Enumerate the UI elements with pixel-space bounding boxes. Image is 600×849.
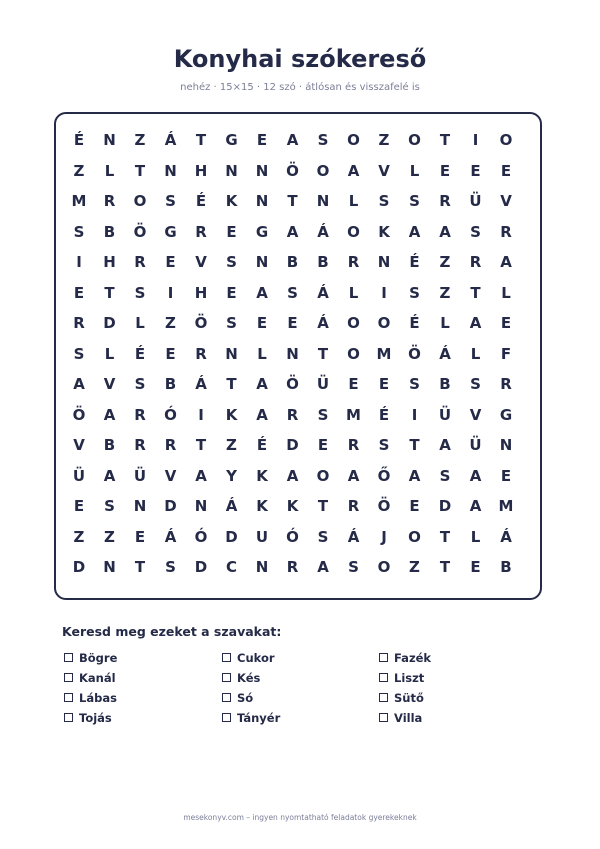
grid-letter[interactable]: V	[195, 253, 207, 271]
word-checkbox[interactable]	[64, 673, 73, 682]
grid-letter[interactable]: S	[409, 283, 420, 302]
grid-letter[interactable]: M	[376, 344, 392, 363]
grid-letter[interactable]: I	[198, 405, 204, 424]
grid-letter[interactable]: S	[317, 527, 329, 546]
grid-letter[interactable]: S	[226, 314, 237, 332]
grid-row	[56, 125, 540, 155]
grid-row	[56, 278, 540, 308]
grid-letter[interactable]: O	[408, 131, 421, 149]
grid-letter[interactable]: Ó	[164, 405, 177, 424]
grid-letter[interactable]: A	[103, 466, 116, 485]
grid-letter[interactable]: E	[409, 497, 420, 515]
grid-row	[56, 400, 540, 430]
grid-letter[interactable]: E	[256, 131, 268, 149]
grid-letter[interactable]: V	[469, 405, 482, 424]
grid-letter[interactable]: S	[378, 192, 390, 210]
grid-letter[interactable]: A	[195, 466, 207, 485]
grid-letter[interactable]: É	[409, 314, 420, 332]
grid-row	[56, 308, 540, 338]
grid-letter[interactable]: T	[104, 283, 115, 302]
grid-letter[interactable]: T	[439, 558, 451, 576]
grid-letter[interactable]: O	[347, 131, 360, 149]
grid-letter[interactable]: B	[317, 253, 329, 271]
footer-text: mesekonyv.com – ingyen nyomtatható feladatok gyerekeknek	[183, 813, 417, 822]
grid-letter[interactable]: I	[472, 131, 479, 149]
grid-letter[interactable]: Ö	[286, 375, 299, 393]
grid-letter[interactable]: Á	[439, 344, 451, 363]
grid-letter[interactable]: E	[73, 283, 85, 302]
grid-letter[interactable]: O	[347, 344, 360, 363]
word-label: Só	[237, 691, 254, 705]
grid-letter[interactable]: A	[286, 222, 299, 241]
grid-letter[interactable]: G	[255, 222, 269, 241]
grid-row	[56, 247, 540, 277]
grid-letter[interactable]: L	[348, 192, 359, 210]
grid-letter[interactable]: Ö	[377, 497, 391, 515]
word-checkbox[interactable]	[222, 693, 231, 702]
grid-letter[interactable]: Ö	[194, 314, 208, 332]
grid-letter[interactable]: E	[378, 375, 390, 393]
grid-letter[interactable]: Z	[409, 558, 420, 576]
grid-letter[interactable]: N	[255, 558, 269, 576]
grid-letter[interactable]: T	[195, 131, 207, 149]
grid-letter[interactable]: É	[195, 192, 207, 210]
grid-letter[interactable]: G	[225, 131, 238, 149]
grid-row	[56, 156, 540, 186]
grid-letter[interactable]: Y	[226, 466, 237, 485]
grid-letter[interactable]: B	[500, 558, 512, 576]
word-label: Tányér	[237, 711, 281, 725]
grid-letter[interactable]: Á	[317, 283, 329, 302]
grid-letter[interactable]: S	[134, 283, 146, 302]
word-checkbox[interactable]	[379, 673, 388, 682]
grid-letter[interactable]: S	[317, 405, 329, 424]
grid-letter[interactable]: C	[225, 558, 237, 576]
word-label: Villa	[394, 711, 423, 725]
grid-row	[56, 552, 540, 582]
grid-letter[interactable]: L	[470, 527, 481, 546]
grid-letter[interactable]: B	[103, 436, 116, 454]
grid-letter[interactable]: V	[73, 436, 85, 454]
grid-letter[interactable]: L	[135, 314, 145, 332]
grid-letter[interactable]: B	[164, 375, 177, 393]
word-checkbox[interactable]	[379, 713, 388, 722]
grid-letter[interactable]: E	[73, 497, 85, 515]
grid-letter[interactable]: Á	[317, 222, 329, 241]
grid-letter[interactable]: V	[378, 161, 390, 180]
page-title: Konyhai szókereső	[173, 45, 427, 73]
grid-letter[interactable]: D	[164, 497, 177, 515]
word-label: Bögre	[79, 651, 118, 665]
grid-letter[interactable]: A	[408, 222, 421, 241]
grid-letter[interactable]: É	[378, 405, 390, 424]
grid-letter[interactable]: H	[194, 283, 208, 302]
grid-letter[interactable]: Ü	[469, 436, 482, 454]
grid-letter[interactable]: Ö	[133, 222, 147, 241]
grid-letter[interactable]: É	[256, 436, 268, 454]
grid-letter[interactable]: Z	[104, 527, 115, 546]
grid-letter[interactable]: S	[378, 436, 390, 454]
grid-letter[interactable]: R	[286, 405, 299, 424]
grid-letter[interactable]: M	[346, 405, 361, 424]
grid-letter[interactable]: D	[194, 558, 208, 576]
grid-letter[interactable]: E	[256, 314, 268, 332]
grid-letter[interactable]: Á	[195, 375, 207, 393]
grid-letter[interactable]: R	[134, 405, 146, 424]
grid-letter[interactable]: Z	[439, 283, 451, 302]
grid-letter[interactable]: T	[134, 558, 146, 576]
grid-letter[interactable]: Z	[134, 131, 146, 149]
grid-letter[interactable]: S	[104, 497, 115, 515]
grid-letter[interactable]: Á	[317, 314, 329, 332]
word-checkbox[interactable]	[64, 693, 73, 702]
grid-letter[interactable]: T	[195, 436, 207, 454]
grid-letter[interactable]: N	[103, 558, 116, 576]
grid-letter[interactable]: I	[167, 283, 174, 302]
word-list-heading: Keresd meg ezeket a szavakat:	[62, 624, 282, 639]
word-label: Kanál	[79, 671, 116, 685]
word-checkbox[interactable]	[222, 673, 231, 682]
grid-letter[interactable]: S	[409, 375, 420, 393]
grid-letter[interactable]: N	[286, 344, 299, 363]
grid-letter[interactable]: S	[409, 192, 420, 210]
grid-letter[interactable]: Z	[378, 131, 390, 149]
grid-letter[interactable]: L	[257, 344, 267, 363]
grid-letter[interactable]: D	[225, 527, 238, 546]
grid-letter[interactable]: E	[226, 283, 237, 302]
grid-letter[interactable]: N	[133, 497, 147, 515]
grid-letter[interactable]: T	[317, 344, 329, 363]
grid-letter[interactable]: K	[286, 497, 299, 515]
grid-letter[interactable]: A	[256, 405, 268, 424]
grid-letter[interactable]: K	[378, 222, 390, 241]
grid-letter[interactable]: G	[164, 222, 177, 241]
grid-letter[interactable]: Ü	[133, 466, 147, 485]
grid-letter[interactable]: Á	[164, 131, 177, 149]
grid-letter[interactable]: T	[439, 131, 451, 149]
grid-letter[interactable]: É	[134, 344, 146, 363]
grid-letter[interactable]: E	[165, 344, 176, 363]
word-label: Liszt	[394, 671, 425, 685]
word-label: Cukor	[237, 651, 275, 665]
grid-letter[interactable]: Ö	[72, 405, 86, 424]
grid-letter[interactable]: L	[104, 344, 115, 363]
grid-letter[interactable]: I	[411, 405, 418, 424]
grid-letter[interactable]: S	[73, 344, 85, 363]
grid-letter[interactable]: A	[408, 466, 421, 485]
word-label: Kés	[237, 671, 261, 685]
grid-letter[interactable]: O	[499, 131, 513, 149]
grid-letter[interactable]: L	[409, 161, 420, 180]
grid-letter[interactable]: R	[164, 436, 177, 454]
grid-letter[interactable]: R	[347, 436, 360, 454]
grid-row	[56, 217, 540, 247]
grid-letter[interactable]: N	[194, 497, 208, 515]
grid-letter[interactable]: J	[381, 527, 387, 546]
grid-letter[interactable]: R	[500, 375, 512, 393]
grid-letter[interactable]: Á	[500, 527, 512, 546]
grid-letter[interactable]: Á	[347, 527, 360, 546]
word-checkbox[interactable]	[379, 693, 388, 702]
grid-letter[interactable]: A	[500, 253, 512, 271]
page-subtitle: nehéz · 15×15 · 12 szó · átlósan és visszafelé is	[180, 82, 420, 93]
grid-letter[interactable]: T	[287, 192, 298, 210]
grid-letter[interactable]: I	[381, 283, 387, 302]
grid-letter[interactable]: A	[256, 375, 268, 393]
grid-letter[interactable]: E	[134, 527, 146, 546]
grid-letter[interactable]: S	[287, 283, 298, 302]
letter-grid	[54, 112, 542, 600]
word-checkbox[interactable]	[222, 713, 231, 722]
grid-letter[interactable]: V	[164, 466, 177, 485]
grid-letter[interactable]: Ö	[286, 161, 299, 180]
grid-letter[interactable]: N	[225, 161, 238, 180]
grid-letter[interactable]: H	[194, 161, 208, 180]
grid-letter[interactable]: R	[500, 222, 512, 241]
grid-letter[interactable]: E	[470, 161, 481, 180]
grid-letter[interactable]: E	[500, 466, 512, 485]
grid-letter[interactable]: I	[76, 253, 82, 271]
grid-letter[interactable]: B	[286, 253, 299, 271]
grid-letter[interactable]: N	[225, 344, 238, 363]
grid-letter[interactable]: A	[439, 436, 451, 454]
grid-letter[interactable]: É	[73, 131, 85, 149]
grid-letter[interactable]: T	[134, 161, 146, 180]
grid-letter[interactable]: Ü	[438, 405, 452, 424]
grid-row	[56, 430, 540, 460]
grid-letter[interactable]: Z	[165, 314, 176, 332]
grid-letter[interactable]: E	[500, 161, 512, 180]
grid-letter[interactable]: Z	[226, 436, 237, 454]
grid-letter[interactable]: D	[72, 558, 86, 576]
grid-letter[interactable]: O	[316, 161, 330, 180]
grid-letter[interactable]: E	[439, 161, 451, 180]
grid-letter[interactable]: V	[103, 375, 116, 393]
grid-letter[interactable]: D	[103, 314, 116, 332]
grid-row	[56, 339, 540, 369]
grid-letter[interactable]: R	[134, 253, 146, 271]
word-checkbox[interactable]	[64, 653, 73, 662]
grid-letter[interactable]: G	[499, 405, 513, 424]
grid-letter[interactable]: S	[439, 466, 451, 485]
word-checkbox[interactable]	[64, 713, 73, 722]
grid-letter[interactable]: N	[164, 161, 177, 180]
grid-letter[interactable]: E	[317, 436, 329, 454]
grid-letter[interactable]: S	[348, 558, 359, 576]
grid-letter[interactable]: O	[347, 314, 360, 332]
grid-letter[interactable]: O	[377, 558, 391, 576]
grid-letter[interactable]: Ü	[316, 375, 330, 393]
word-label: Lábas	[79, 691, 117, 705]
grid-letter[interactable]: E	[226, 222, 237, 241]
grid-letter[interactable]: N	[255, 161, 269, 180]
grid-letter[interactable]: T	[317, 497, 329, 515]
grid-letter[interactable]: N	[103, 131, 116, 149]
grid-letter[interactable]: K	[256, 497, 268, 515]
grid-letter[interactable]: A	[469, 314, 482, 332]
grid-letter[interactable]: A	[439, 222, 451, 241]
grid-letter[interactable]: H	[103, 253, 116, 271]
grid-letter[interactable]: N	[377, 253, 391, 271]
grid-letter[interactable]: B	[103, 222, 116, 241]
grid-letter[interactable]: L	[348, 283, 359, 302]
grid-letter[interactable]: Ü	[469, 192, 482, 210]
grid-letter[interactable]: S	[165, 192, 176, 210]
grid-letter[interactable]: O	[408, 527, 421, 546]
grid-letter[interactable]: L	[501, 283, 511, 302]
grid-letter[interactable]: N	[316, 192, 330, 210]
grid-letter[interactable]: T	[470, 283, 481, 302]
grid-letter[interactable]: A	[469, 466, 482, 485]
grid-letter[interactable]: Ó	[194, 527, 208, 546]
grid-row	[56, 369, 540, 399]
grid-letter[interactable]: R	[73, 314, 85, 332]
grid-letter[interactable]: S	[470, 222, 481, 241]
grid-letter[interactable]: Ü	[72, 466, 86, 485]
grid-letter[interactable]: S	[470, 375, 481, 393]
grid-letter[interactable]: Z	[439, 253, 451, 271]
grid-letter[interactable]: N	[255, 253, 269, 271]
grid-letter[interactable]: Z	[73, 161, 85, 180]
grid-letter[interactable]: V	[500, 192, 512, 210]
grid-letter[interactable]: R	[195, 222, 207, 241]
grid-letter[interactable]: E	[287, 314, 298, 332]
word-label: Tojás	[79, 711, 112, 725]
grid-letter[interactable]: É	[409, 253, 420, 271]
grid-letter[interactable]: S	[134, 375, 146, 393]
grid-letter[interactable]: T	[409, 436, 420, 454]
grid-letter[interactable]: M	[498, 497, 514, 515]
grid-letter[interactable]: A	[347, 466, 360, 485]
grid-letter[interactable]: R	[103, 192, 116, 210]
grid-letter[interactable]: S	[317, 131, 329, 149]
grid-letter[interactable]: S	[73, 222, 85, 241]
grid-letter[interactable]: Ö	[408, 344, 421, 363]
grid-letter[interactable]: T	[226, 375, 237, 393]
grid-letter[interactable]: E	[348, 375, 359, 393]
grid-letter[interactable]: E	[500, 314, 512, 332]
grid-letter[interactable]: R	[195, 344, 207, 363]
grid-letter[interactable]: R	[469, 253, 482, 271]
grid-letter[interactable]: L	[440, 314, 450, 332]
grid-letter[interactable]: S	[165, 558, 176, 576]
grid-letter[interactable]: N	[255, 192, 269, 210]
grid-letter[interactable]: Á	[225, 497, 238, 515]
grid-letter[interactable]: O	[377, 314, 391, 332]
word-label: Fazék	[394, 651, 432, 665]
grid-letter[interactable]: S	[226, 253, 237, 271]
grid-letter[interactable]: Á	[164, 527, 177, 546]
word-label: Sütő	[394, 691, 424, 705]
grid-letter[interactable]: E	[165, 253, 176, 271]
grid-letter[interactable]: N	[499, 436, 513, 454]
grid-letter[interactable]: T	[439, 527, 451, 546]
grid-letter[interactable]: O	[316, 466, 330, 485]
grid-letter[interactable]: F	[500, 344, 512, 363]
grid-letter[interactable]: Z	[73, 527, 85, 546]
grid-letter[interactable]: R	[439, 192, 451, 210]
grid-letter[interactable]: O	[133, 192, 147, 210]
grid-letter[interactable]: A	[469, 497, 482, 515]
grid-letter[interactable]: D	[286, 436, 299, 454]
grid-letter[interactable]: R	[286, 558, 299, 576]
grid-letter[interactable]: K	[256, 466, 268, 485]
grid-letter[interactable]: A	[286, 466, 299, 485]
grid-letter[interactable]: A	[347, 161, 360, 180]
grid-letter[interactable]: B	[439, 375, 451, 393]
word-checkbox[interactable]	[222, 653, 231, 662]
grid-row	[56, 522, 540, 552]
grid-letter[interactable]: M	[71, 192, 87, 210]
grid-letter[interactable]: L	[104, 161, 115, 180]
grid-letter[interactable]: U	[255, 527, 269, 546]
grid-letter[interactable]: K	[225, 192, 238, 210]
grid-letter[interactable]: A	[256, 283, 268, 302]
grid-letter[interactable]: R	[347, 497, 360, 515]
grid-letter[interactable]: K	[225, 405, 238, 424]
grid-letter[interactable]: R	[134, 436, 146, 454]
grid-letter[interactable]: A	[103, 405, 116, 424]
grid-row	[56, 186, 540, 216]
word-checkbox[interactable]	[379, 653, 388, 662]
grid-letter[interactable]: A	[73, 375, 85, 393]
grid-letter[interactable]: E	[470, 558, 481, 576]
grid-row	[56, 461, 540, 491]
grid-letter[interactable]: A	[286, 131, 299, 149]
grid-row	[56, 491, 540, 521]
grid-letter[interactable]: L	[470, 344, 481, 363]
grid-letter[interactable]: D	[438, 497, 452, 515]
grid-letter[interactable]: O	[347, 222, 360, 241]
grid-letter[interactable]: A	[317, 558, 329, 576]
grid-letter[interactable]: Ő	[377, 466, 391, 485]
grid-letter[interactable]: R	[347, 253, 360, 271]
grid-letter[interactable]: Ó	[286, 527, 299, 546]
